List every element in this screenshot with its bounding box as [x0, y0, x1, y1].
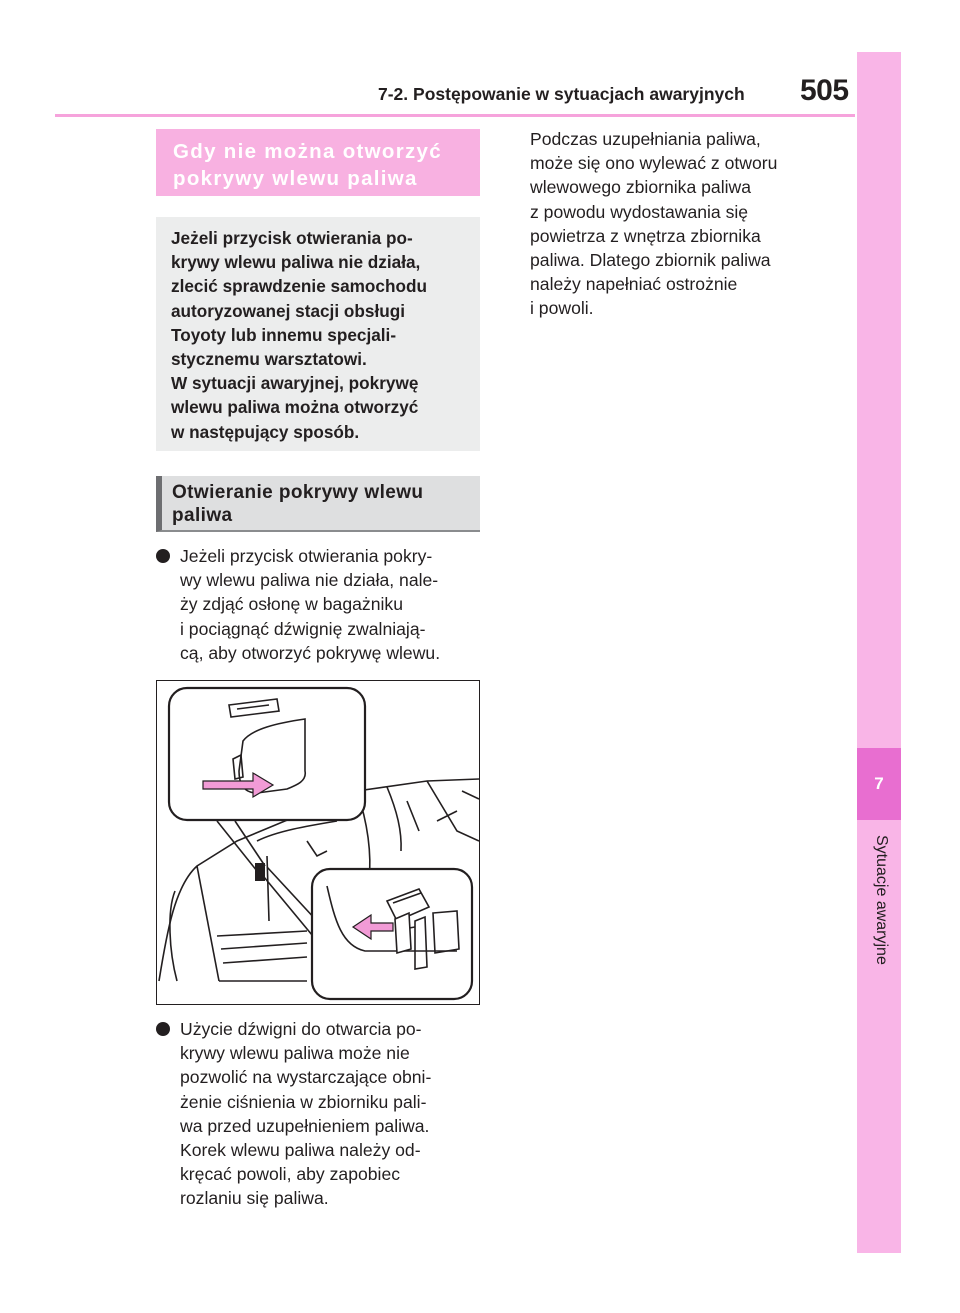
chapter-number-badge: 7 — [857, 748, 901, 820]
lever-marker — [255, 863, 265, 881]
paragraph-line: i powoli. — [530, 298, 594, 319]
header-divider — [55, 114, 855, 117]
bullet-line: wy wlewu paliwa nie działa, nale- — [180, 570, 439, 591]
paragraph-line: wlewowego zbiornika paliwa — [530, 177, 752, 198]
info-box — [156, 217, 480, 451]
info-line: zlecić sprawdzenie samochodu — [171, 276, 427, 297]
callout-lever — [312, 869, 472, 999]
bullet-line: wa przed uzupełnieniem paliwa. — [180, 1115, 430, 1136]
callout-cover — [169, 688, 365, 820]
paragraph-line: paliwa. Dlatego zbiornik paliwa — [530, 250, 771, 271]
illustration-svg — [157, 681, 479, 1004]
pink-heading-line: Gdy nie można otworzyć — [173, 140, 442, 163]
paragraph-line: należy napełniać ostrożnie — [530, 274, 738, 295]
chapter-title-vertical: Sytuacje awaryjne — [873, 835, 890, 965]
section-heading-line: paliwa — [172, 505, 233, 526]
fuel-note-paragraph — [530, 127, 850, 321]
info-line: wlewu paliwa można otworzyć — [171, 397, 419, 418]
paragraph-line: może się ono wylewać z otworu — [530, 153, 778, 174]
bullet-line: i pociągnąć dźwignię zwalniają- — [180, 618, 426, 639]
bullet-line: krywy wlewu paliwa może nie — [180, 1043, 410, 1064]
bullet-dot-icon — [156, 1022, 170, 1036]
chapter-side-tab — [857, 52, 901, 1253]
bullet-line: Użycie dźwigni do otwarcia po- — [180, 1019, 422, 1039]
bullet-item — [156, 1017, 486, 1211]
release-lever-icon — [395, 913, 411, 953]
paragraph-line: Podczas uzupełniania paliwa, — [530, 129, 761, 149]
bullet-item — [156, 544, 486, 665]
pink-heading — [156, 129, 480, 196]
trunk-lever-illustration — [156, 680, 480, 1005]
info-line: krywy wlewu paliwa nie działa, — [171, 252, 421, 273]
info-line: w następujący sposób. — [171, 421, 360, 442]
bullet-line: żenie ciśnienia w zbiorniku pali- — [180, 1091, 427, 1112]
bullet-line: rozlaniu się paliwa. — [180, 1188, 329, 1209]
section-heading-line: Otwieranie pokrywy wlewu — [172, 482, 424, 503]
section-heading — [156, 476, 480, 532]
bullet-line: Jeżeli przycisk otwierania pokry- — [180, 546, 433, 566]
paragraph-line: powietrza z wnętrza zbiornika — [530, 225, 761, 246]
bullet-line: Korek wlewu paliwa należy od- — [180, 1140, 421, 1161]
info-line: Jeżeli przycisk otwierania po- — [171, 228, 413, 248]
section-title: 7-2. Postępowanie w sytuacjach awaryjnych — [378, 84, 745, 104]
bullet-line: ży zdjąć osłonę w bagażniku — [180, 594, 403, 615]
info-line: Toyoty lub innemu specjali- — [171, 324, 397, 345]
info-line: autoryzowanej stacji obsługi — [171, 300, 405, 321]
info-line: W sytuacji awaryjnej, pokrywę — [171, 373, 419, 394]
bullet-line: cą, aby otworzyć pokrywę wlewu. — [180, 642, 441, 663]
pink-heading-line: pokrywy wlewu paliwa — [173, 167, 418, 190]
bullet-line: pozwolić na wystarczające obni- — [180, 1067, 432, 1088]
info-line: stycznemu warsztatowi. — [171, 349, 367, 370]
bullet-line: kręcać powoli, aby zapobiec — [180, 1164, 401, 1185]
bullet-dot-icon — [156, 549, 170, 563]
paragraph-line: z powodu wydostawania się — [530, 201, 749, 222]
page-number: 505 — [800, 74, 849, 107]
